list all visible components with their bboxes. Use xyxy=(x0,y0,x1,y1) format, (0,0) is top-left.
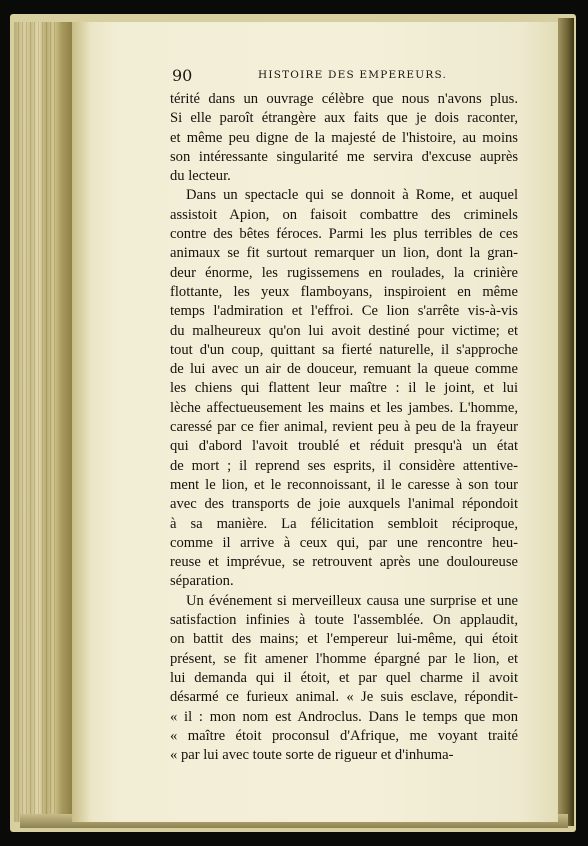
text-line: avec des transports de joie auxquels l'animal répondoit xyxy=(170,496,518,513)
running-head: HISTOIRE DES EMPEREURS. xyxy=(258,69,448,81)
text-line: flottante, les yeux flamboyans, inspiroient en même xyxy=(170,283,518,300)
page-header xyxy=(172,66,518,86)
text-line: qui d'abord l'avoit troublé et réduit presqu'à un état xyxy=(170,438,518,455)
text-line: lui demanda qui il étoit, et par quel charme il avoit xyxy=(170,669,518,686)
text-line: Un événement si merveilleux causa une surprise et une xyxy=(186,592,518,609)
text-line: à sa manière. La félicitation sembloit réciproque, xyxy=(170,515,518,532)
text-line: animaux se fit surtout remarquer un lion, dont la gran- xyxy=(170,245,518,262)
right-page-edge xyxy=(558,18,574,826)
text-line: tout d'un coup, quittant sa fierté naturelle, il s'approche xyxy=(170,341,518,358)
page-number: 90 xyxy=(172,66,193,85)
text-line: deur énorme, les rugissemens en roulades, la crinière xyxy=(170,264,518,281)
text-line: comme il arrive à ceux qui, par une rencontre heu- xyxy=(170,534,518,551)
text-line: désarmé ce furieux animal. « Je suis esclave, répondit- xyxy=(170,689,518,706)
text-line: de lui avec un air de douceur, remuant la queue comme xyxy=(170,361,518,378)
page-stack-edges xyxy=(18,22,58,822)
text-line: Si elle paroît étrangère aux faits que je dois raconter, xyxy=(170,110,518,127)
body-text xyxy=(170,90,518,765)
text-line: contre des bêtes féroces. Parmi les plus terribles de ces xyxy=(170,226,518,243)
text-line: présent, se fit amener l'homme épargné par le lion, et xyxy=(170,650,518,667)
text-line: Dans un spectacle qui se donnoit à Rome, et auquel xyxy=(186,187,518,204)
text-line: du lecteur. xyxy=(170,168,231,185)
text-line: lèche affectueusement les mains et les jambes. L'homme, xyxy=(170,399,518,416)
text-line: « il : mon nom est Androclus. Dans le temps que mon xyxy=(170,708,518,725)
text-line: ment le lion, et le reconnoissant, il le caresse à son tour xyxy=(170,476,518,493)
text-line: satisfaction infinies à toute l'assemblée. On applaudit, xyxy=(170,612,518,629)
text-line: reuse et imprévue, se retrouvent après une douloureuse xyxy=(170,554,518,571)
text-line: temps l'admiration et l'effroi. Ce lion s'arrête vis-à-vis xyxy=(170,303,518,320)
text-line: séparation. xyxy=(170,573,234,590)
text-line: du malheureux qu'on lui avoit destiné pour victime; et xyxy=(170,322,518,339)
text-line: « maître étoit proconsul d'Afrique, me voyant traité xyxy=(170,727,518,744)
text-line: on battit des mains; et l'empereur lui-même, qui étoit xyxy=(170,631,518,648)
text-line: « par lui avec toute sorte de rigueur et d'inhuma- xyxy=(170,747,454,764)
text-line: térité dans un ouvrage célèbre que nous n'avons plus. xyxy=(170,91,518,107)
text-line: de mort ; il reprend ses esprits, il considère attentive- xyxy=(170,457,518,474)
text-line: et même peu digne de la majesté de l'histoire, au moins xyxy=(170,129,518,146)
text-line: assistoit Apion, on faisoit combattre des criminels xyxy=(170,206,518,223)
text-line: les chiens qui flattent leur maître : il le joint, et lui xyxy=(170,380,518,397)
text-line: son intéressante singularité me servira d'excuse auprès xyxy=(170,148,518,165)
text-line: caressé par ce fier animal, revient peu à peu de la frayeur xyxy=(170,419,518,436)
